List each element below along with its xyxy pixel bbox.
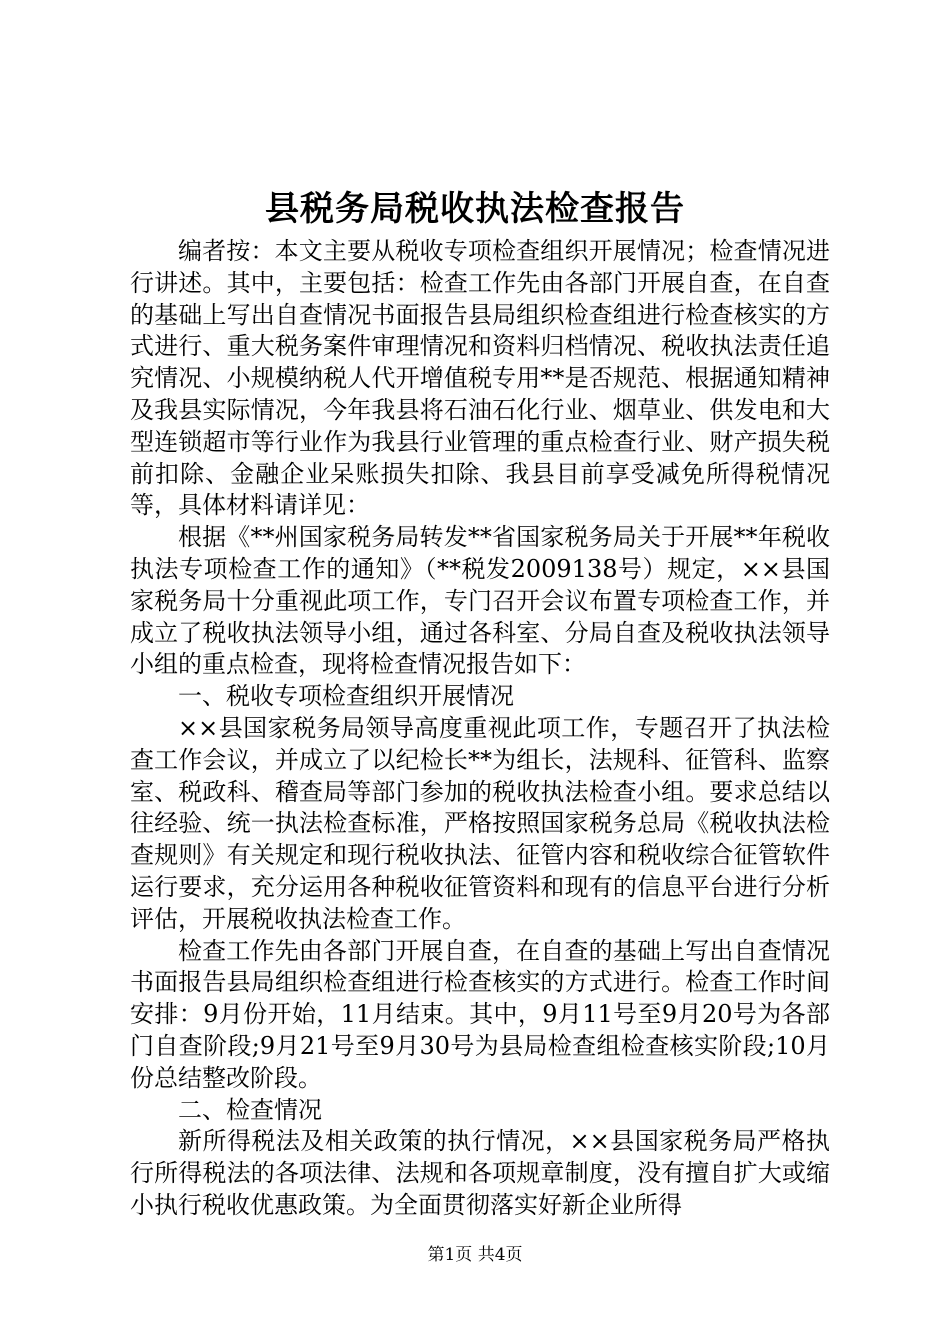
- section-1-paragraph-1: ××县国家税务局领导高度重视此项工作，专题召开了执法检查工作会议，并成立了以纪检长**为组长，法规科、征管科、监察室、税政科、稽查局等部门参加的税收执法检查小组。要求总结以往经验、统一执法检查标准，严格按照国家税务总局《税收执法检查规则》有关规定和现行税收执法、征管内容和税收综合征管软件运行要求，充分运用各种税收征管资料和现有的信息平台进行分析评估，开展税收执法检查工作。: [130, 713, 830, 933]
- editor-note-paragraph: 编者按：本文主要从税收专项检查组织开展情况；检查情况进行讲述。其中，主要包括：检查工作先由各部门开展自查，在自查的基础上写出自查情况书面报告县局组织检查组进行检查核实的方式进行、重大税务案件审理情况和资料归档情况、税收执法责任追究情况、小规模纳税人代开增值税专用**是否规范、根据通知精神及我县实际情况，今年我县将石油石化行业、烟草业、供发电和大型连锁超市等行业作为我县行业管理的重点检查行业、财产损失税前扣除、金融企业呆账损失扣除、我县目前享受减免所得税情况等，具体材料请详见：: [130, 237, 830, 520]
- intro-paragraph: 根据《**州国家税务局转发**省国家税务局关于开展**年税收执法专项检查工作的通知》（**税发2009138号）规定，××县国家税务局十分重视此项工作，专门召开会议布置专项检查工作，并成立了税收执法领导小组，通过各科室、分局自查及税收执法领导小组的重点检查，现将检查情况报告如下：: [130, 523, 830, 679]
- document-body: [130, 236, 830, 1222]
- page-footer: 第1页 共4页: [427, 1245, 523, 1265]
- section-2-paragraph-1: 新所得税法及相关政策的执行情况，××县国家税务局严格执行所得税法的各项法律、法规和各项规章制度，没有擅自扩大或缩小执行税收优惠政策。为全面贯彻落实好新企业所得: [130, 1127, 830, 1219]
- section-heading-1: 一、税收专项检查组织开展情况: [178, 682, 514, 711]
- document-title: 县税务局税收执法检查报告: [265, 189, 685, 229]
- section-1-paragraph-2: 检查工作先由各部门开展自查，在自查的基础上写出自查情况书面报告县局组织检查组进行检查核实的方式进行。检查工作时间安排：9月份开始，11月结束。其中，9月11号至9月20号为各部门自查阶段;9月21号至9月30号为县局检查组检查核实阶段;10月份总结整改阶段。: [130, 936, 830, 1092]
- section-heading-2: 二、检查情况: [178, 1095, 322, 1124]
